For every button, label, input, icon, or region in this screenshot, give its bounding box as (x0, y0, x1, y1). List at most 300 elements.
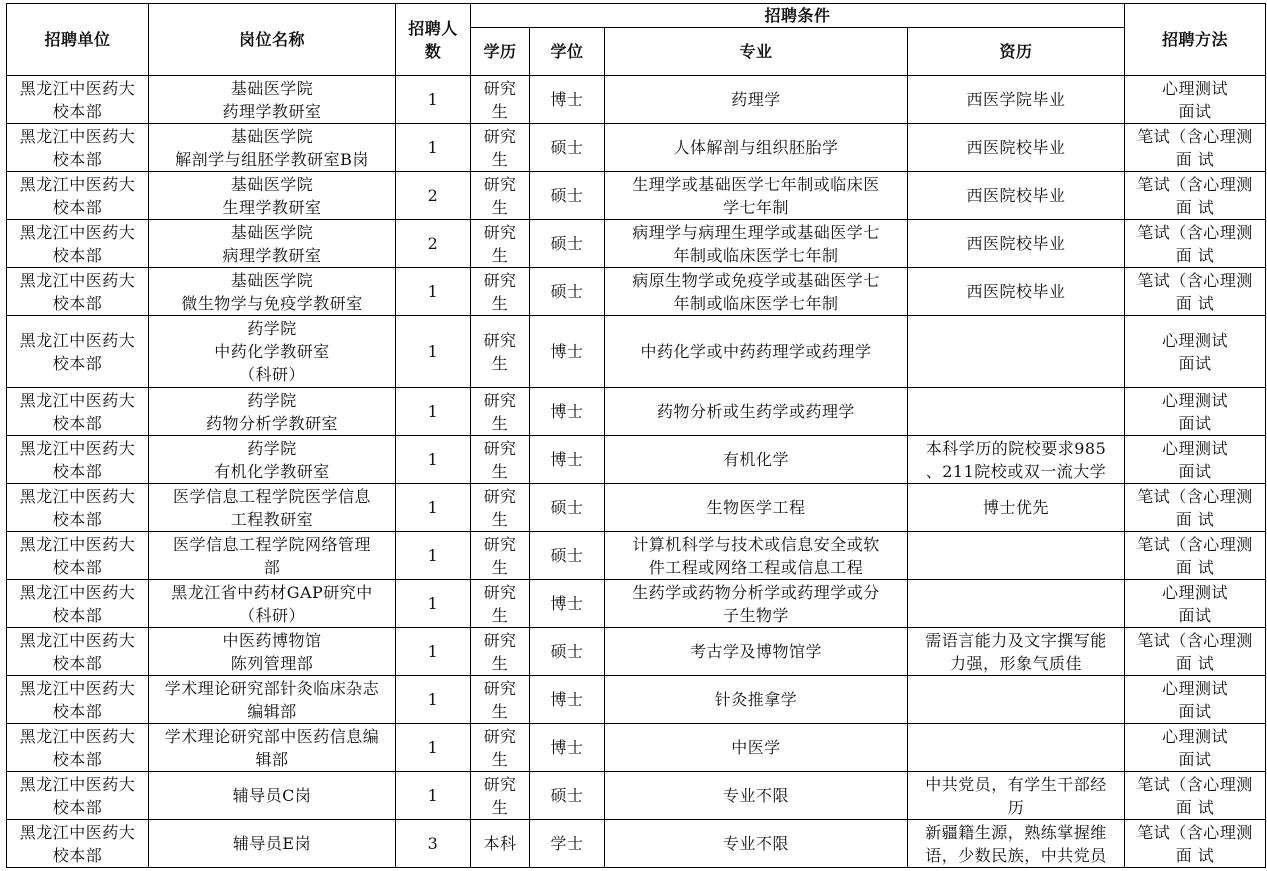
education-cell-line1: 研究 (483, 126, 517, 146)
degree-cell-line1: 硕士 (550, 786, 584, 805)
count-cell (396, 484, 471, 532)
method-cell-line1: 心理测试 (1161, 330, 1228, 350)
qualification-cell (908, 484, 1125, 532)
qualification-cell-line1: 西医学院毕业 (966, 90, 1066, 109)
unit-cell-line2: 校本部 (52, 845, 103, 865)
unit-cell-line1: 黑龙江中医药大 (19, 390, 136, 410)
method-cell-line2: 面试 (1178, 701, 1212, 721)
count-cell-line1: 1 (427, 402, 439, 421)
education-cell (471, 76, 530, 124)
position-cell-line1: 药学院 (247, 319, 297, 338)
major-cell-line1: 药理学 (731, 90, 781, 109)
major-cell-line1: 中药化学或中药药理学或药理学 (640, 342, 872, 361)
education-cell-line2: 生 (491, 413, 509, 433)
qualification-cell-line1: 中共党员，有学生干部经 (925, 774, 1107, 794)
method-cell-line1: 笔试（含心理测 (1137, 222, 1253, 242)
header-method: 招聘方法 (1125, 4, 1266, 76)
education-cell-line2: 生 (491, 461, 509, 481)
position-cell-line1: 基础医学院 (230, 270, 314, 290)
unit-cell (7, 772, 149, 820)
table-row (7, 388, 1266, 436)
degree-cell (530, 76, 605, 124)
unit-cell-line2: 校本部 (52, 413, 103, 433)
education-cell (471, 316, 530, 388)
position-cell (149, 268, 396, 316)
table-row (7, 268, 1266, 316)
position-cell-line1: 中医药博物馆 (222, 630, 322, 650)
position-cell-line1: 学术理论研究部中医药信息编 (164, 726, 380, 746)
major-cell (605, 532, 908, 580)
method-cell-line2: 面 试 (1175, 197, 1215, 217)
qualification-cell (908, 580, 1125, 628)
unit-cell (7, 316, 149, 388)
header-conditions: 招聘条件 (471, 4, 1125, 28)
count-cell (396, 820, 471, 868)
education-cell-line1: 研究 (483, 774, 517, 794)
header-count-line2: 数 (424, 41, 442, 61)
qualification-cell-line1: 需语言能力及文字撰写能 (925, 630, 1107, 650)
degree-cell (530, 484, 605, 532)
unit-cell-line1: 黑龙江中医药大 (19, 582, 136, 602)
education-cell-line1: 研究 (483, 486, 517, 506)
method-cell-line2: 面试 (1178, 101, 1212, 121)
count-cell (396, 676, 471, 724)
count-cell-line1: 1 (427, 546, 439, 565)
table-row (7, 484, 1266, 532)
degree-cell (530, 436, 605, 484)
count-cell (396, 580, 471, 628)
position-cell-line2: 辑部 (255, 749, 289, 769)
table-row (7, 628, 1266, 676)
unit-cell-line1: 黑龙江中医药大 (19, 774, 136, 794)
degree-cell-line1: 硕士 (550, 642, 584, 661)
count-cell-line1: 1 (427, 282, 439, 301)
unit-cell-line1: 黑龙江中医药大 (19, 486, 136, 506)
major-cell-line2: 年制或临床医学七年制 (673, 293, 839, 313)
method-cell-line1: 笔试（含心理测 (1137, 174, 1253, 194)
education-cell (471, 436, 530, 484)
position-cell-line1: 基础医学院 (230, 126, 314, 146)
position-cell-line2: 编辑部 (247, 701, 297, 721)
unit-cell (7, 124, 149, 172)
count-cell (396, 316, 471, 388)
major-cell-line1: 生物医学工程 (706, 498, 806, 517)
education-cell-line2: 生 (491, 509, 509, 529)
method-cell (1125, 316, 1266, 388)
position-cell (149, 172, 396, 220)
major-cell-line2: 年制或临床医学七年制 (673, 245, 839, 265)
count-cell-line1: 1 (427, 498, 439, 517)
education-cell (471, 172, 530, 220)
method-cell (1125, 388, 1266, 436)
table-row (7, 772, 1266, 820)
unit-cell-line2: 校本部 (52, 293, 103, 313)
table-row (7, 820, 1266, 868)
degree-cell-line1: 硕士 (550, 282, 584, 301)
major-cell (605, 316, 908, 388)
method-cell (1125, 724, 1266, 772)
method-cell (1125, 628, 1266, 676)
degree-cell-line1: 硕士 (550, 138, 584, 157)
education-cell-line1: 研究 (483, 630, 517, 650)
method-cell-line2: 面试 (1178, 413, 1212, 433)
qualification-cell-line1: 新疆籍生源，熟练掌握维 (925, 822, 1107, 842)
qualification-cell-line2: 、211院校或双一流大学 (925, 461, 1107, 481)
position-cell-line1: 药学院 (247, 438, 297, 458)
method-cell-line1: 心理测试 (1161, 78, 1228, 98)
degree-cell (530, 316, 605, 388)
position-cell (149, 628, 396, 676)
education-cell-line2: 生 (491, 557, 509, 577)
method-cell-line2: 面 试 (1175, 653, 1215, 673)
qualification-cell-line2: 语，少数民族，中共党员 (925, 845, 1107, 865)
count-cell (396, 772, 471, 820)
position-cell (149, 772, 396, 820)
major-cell (605, 724, 908, 772)
method-cell-line1: 笔试（含心理测 (1137, 822, 1253, 842)
method-cell (1125, 268, 1266, 316)
unit-cell (7, 532, 149, 580)
position-cell-line1: 辅导员C岗 (232, 786, 312, 805)
unit-cell-line1: 黑龙江中医药大 (19, 78, 136, 98)
method-cell-line2: 面试 (1178, 353, 1212, 373)
method-cell-line2: 面 试 (1175, 149, 1215, 169)
count-cell-line1: 1 (427, 738, 439, 757)
education-cell-line1: 研究 (483, 222, 517, 242)
count-cell (396, 124, 471, 172)
education-cell-line2: 生 (491, 293, 509, 313)
unit-cell-line1: 黑龙江中医药大 (19, 630, 136, 650)
degree-cell (530, 268, 605, 316)
count-cell-line1: 1 (427, 138, 439, 157)
position-cell (149, 820, 396, 868)
major-cell-line1: 人体解剖与组织胚胎学 (673, 138, 839, 157)
count-cell (396, 76, 471, 124)
major-cell-line1: 生药学或药物分析学或药理学或分 (632, 582, 880, 602)
position-cell (149, 220, 396, 268)
method-cell (1125, 772, 1266, 820)
degree-cell (530, 580, 605, 628)
education-cell-line1: 研究 (483, 534, 517, 554)
method-cell-line2: 面 试 (1175, 245, 1215, 265)
major-cell (605, 628, 908, 676)
unit-cell-line1: 黑龙江中医药大 (19, 822, 136, 842)
unit-cell-line2: 校本部 (52, 509, 103, 529)
position-cell (149, 676, 396, 724)
unit-cell-line1: 黑龙江中医药大 (19, 126, 136, 146)
qualification-cell (908, 316, 1125, 388)
method-cell (1125, 676, 1266, 724)
education-cell-line2: 生 (491, 653, 509, 673)
qualification-cell (908, 388, 1125, 436)
position-cell-line1: 基础医学院 (230, 78, 314, 98)
header-qualification: 资历 (908, 28, 1125, 76)
position-cell-line2: 中药化学教研室 (214, 342, 330, 361)
count-cell (396, 268, 471, 316)
method-cell (1125, 580, 1266, 628)
degree-cell-line1: 博士 (550, 342, 584, 361)
degree-cell (530, 172, 605, 220)
position-cell (149, 124, 396, 172)
education-cell (471, 676, 530, 724)
method-cell-line2: 面 试 (1175, 557, 1215, 577)
education-cell (471, 268, 530, 316)
major-cell-line1: 专业不限 (722, 834, 789, 853)
unit-cell (7, 172, 149, 220)
table-row (7, 532, 1266, 580)
method-cell-line1: 笔试（含心理测 (1137, 774, 1253, 794)
method-cell (1125, 220, 1266, 268)
qualification-cell-line1: 西医院校毕业 (966, 186, 1066, 205)
position-cell-line1: 黑龙江省中药材GAP研究中 (171, 582, 373, 602)
unit-cell (7, 220, 149, 268)
method-cell-line1: 心理测试 (1161, 438, 1228, 458)
count-cell (396, 172, 471, 220)
unit-cell-line2: 校本部 (52, 149, 103, 169)
method-cell (1125, 532, 1266, 580)
degree-cell (530, 388, 605, 436)
qualification-cell (908, 724, 1125, 772)
unit-cell-line2: 校本部 (52, 245, 103, 265)
position-cell (149, 724, 396, 772)
qualification-cell (908, 220, 1125, 268)
unit-cell-line1: 黑龙江中医药大 (19, 678, 136, 698)
count-cell-line1: 1 (427, 450, 439, 469)
position-cell-line2: 有机化学教研室 (214, 461, 330, 481)
qualification-cell (908, 676, 1125, 724)
degree-cell-line1: 学士 (550, 834, 584, 853)
education-cell-line1: 研究 (483, 78, 517, 98)
qualification-cell-line1: 本科学历的院校要求985 (925, 438, 1107, 458)
major-cell (605, 76, 908, 124)
method-cell (1125, 172, 1266, 220)
education-cell (471, 532, 530, 580)
position-cell-line1: 药学院 (247, 390, 297, 410)
qualification-cell (908, 436, 1125, 484)
education-cell (471, 484, 530, 532)
education-cell-line2: 生 (491, 101, 509, 121)
count-cell (396, 388, 471, 436)
method-cell-line2: 面试 (1178, 461, 1212, 481)
position-cell-line2: 工程教研室 (230, 509, 314, 529)
major-cell-line1: 专业不限 (722, 786, 789, 805)
major-cell-line1: 有机化学 (722, 450, 789, 469)
degree-cell (530, 532, 605, 580)
qualification-cell (908, 172, 1125, 220)
header-position: 岗位名称 (149, 4, 396, 76)
method-cell-line1: 心理测试 (1161, 582, 1228, 602)
header-degree: 学位 (530, 28, 605, 76)
table-row (7, 220, 1266, 268)
education-cell (471, 388, 530, 436)
major-cell (605, 676, 908, 724)
degree-cell-line1: 博士 (550, 738, 584, 757)
count-cell-line1: 1 (427, 342, 439, 361)
position-cell-line2: 病理学教研室 (222, 245, 322, 265)
qualification-cell (908, 820, 1125, 868)
major-cell-line2: 学七年制 (722, 197, 789, 217)
position-cell-line2: 药理学教研室 (222, 101, 322, 121)
position-cell-line1: 辅导员E岗 (232, 834, 312, 853)
education-cell-line1: 研究 (483, 270, 517, 290)
degree-cell-line1: 硕士 (550, 186, 584, 205)
position-cell-line1: 医学信息工程学院医学信息 (172, 486, 371, 506)
table-row (7, 724, 1266, 772)
table-row (7, 76, 1266, 124)
major-cell (605, 172, 908, 220)
recruitment-table (6, 3, 1266, 868)
count-cell (396, 220, 471, 268)
position-cell-line2: 药物分析学教研室 (205, 413, 338, 433)
degree-cell-line1: 博士 (550, 690, 584, 709)
method-cell-line1: 笔试（含心理测 (1137, 126, 1253, 146)
method-cell-line2: 面试 (1178, 605, 1212, 625)
degree-cell-line1: 博士 (550, 450, 584, 469)
count-cell-line1: 3 (427, 834, 439, 853)
header-major: 专业 (605, 28, 908, 76)
position-cell-line2: （科研） (238, 605, 305, 625)
count-cell-line1: 1 (427, 786, 439, 805)
qualification-cell (908, 772, 1125, 820)
unit-cell-line1: 黑龙江中医药大 (19, 726, 136, 746)
position-cell (149, 580, 396, 628)
degree-cell (530, 220, 605, 268)
position-cell (149, 484, 396, 532)
education-cell (471, 772, 530, 820)
count-cell (396, 436, 471, 484)
education-cell-line2: 生 (491, 605, 509, 625)
qualification-cell (908, 268, 1125, 316)
education-cell (471, 724, 530, 772)
qualification-cell (908, 628, 1125, 676)
method-cell-line1: 心理测试 (1161, 390, 1228, 410)
major-cell (605, 436, 908, 484)
count-cell (396, 724, 471, 772)
unit-cell-line2: 校本部 (52, 653, 103, 673)
table-row (7, 580, 1266, 628)
major-cell (605, 484, 908, 532)
header-count-line1: 招聘人 (408, 18, 458, 38)
degree-cell (530, 628, 605, 676)
method-cell (1125, 820, 1266, 868)
qualification-cell (908, 76, 1125, 124)
method-cell-line1: 笔试（含心理测 (1137, 630, 1253, 650)
qualification-cell (908, 532, 1125, 580)
major-cell (605, 580, 908, 628)
education-cell (471, 580, 530, 628)
unit-cell (7, 436, 149, 484)
major-cell-line1: 药物分析或生药学或药理学 (656, 402, 855, 421)
count-cell-line1: 1 (427, 690, 439, 709)
qualification-cell-line1: 西医院校毕业 (966, 234, 1066, 253)
education-cell-line2: 生 (491, 245, 509, 265)
degree-cell (530, 772, 605, 820)
position-cell-line2: 解剖学与组胚学教研室B岗 (175, 149, 369, 169)
unit-cell-line2: 校本部 (52, 101, 103, 121)
unit-cell (7, 484, 149, 532)
unit-cell-line2: 校本部 (52, 797, 103, 817)
table-row (7, 124, 1266, 172)
unit-cell (7, 388, 149, 436)
education-cell (471, 820, 530, 868)
count-cell-line1: 1 (427, 642, 439, 661)
position-cell-line1: 基础医学院 (230, 174, 314, 194)
education-cell-line2: 生 (491, 353, 509, 373)
method-cell (1125, 76, 1266, 124)
major-cell-line1: 计算机科学与技术或信息安全或软 (632, 534, 880, 554)
method-cell-line2: 面 试 (1175, 845, 1215, 865)
unit-cell-line2: 校本部 (52, 749, 103, 769)
degree-cell-line1: 博士 (550, 402, 584, 421)
unit-cell-line2: 校本部 (52, 197, 103, 217)
qualification-cell-line1: 博士优先 (982, 498, 1049, 517)
education-cell-line2: 生 (491, 797, 509, 817)
position-cell (149, 316, 396, 388)
education-cell-line2: 生 (491, 197, 509, 217)
major-cell-line1: 针灸推拿学 (714, 690, 798, 709)
count-cell-line1: 1 (427, 90, 439, 109)
major-cell-line1: 考古学及博物馆学 (689, 642, 822, 661)
unit-cell-line2: 校本部 (52, 461, 103, 481)
position-cell (149, 532, 396, 580)
unit-cell-line2: 校本部 (52, 353, 103, 373)
table-row (7, 316, 1266, 388)
major-cell-line1: 病理学与病理生理学或基础医学七 (632, 222, 880, 242)
degree-cell (530, 820, 605, 868)
education-cell-line1: 研究 (483, 438, 517, 458)
position-cell-line2: 部 (263, 557, 281, 577)
count-cell-line1: 2 (427, 186, 439, 205)
degree-cell-line1: 硕士 (550, 498, 584, 517)
table-row (7, 436, 1266, 484)
major-cell (605, 124, 908, 172)
method-cell-line2: 面 试 (1175, 797, 1215, 817)
unit-cell-line1: 黑龙江中医药大 (19, 438, 136, 458)
count-cell (396, 532, 471, 580)
unit-cell-line1: 黑龙江中医药大 (19, 270, 136, 290)
header-count (396, 4, 471, 76)
unit-cell-line2: 校本部 (52, 605, 103, 625)
education-cell-line2: 生 (491, 749, 509, 769)
education-cell (471, 220, 530, 268)
unit-cell-line1: 黑龙江中医药大 (19, 330, 136, 350)
unit-cell (7, 628, 149, 676)
major-cell (605, 388, 908, 436)
unit-cell (7, 724, 149, 772)
major-cell-line1: 病原生物学或免疫学或基础医学七 (632, 270, 880, 290)
education-cell-line2: 生 (491, 149, 509, 169)
position-cell-line1: 学术理论研究部针灸临床杂志 (164, 678, 380, 698)
method-cell-line1: 笔试（含心理测 (1137, 534, 1253, 554)
position-cell-line2: 微生物学与免疫学教研室 (181, 293, 363, 313)
position-cell-line1: 医学信息工程学院网络管理 (172, 534, 371, 554)
major-cell-line2: 件工程或网络工程或信息工程 (648, 557, 864, 577)
education-cell (471, 628, 530, 676)
position-cell (149, 436, 396, 484)
header-row-1 (7, 4, 1266, 28)
major-cell-line2: 子生物学 (722, 605, 789, 625)
method-cell-line1: 心理测试 (1161, 678, 1228, 698)
unit-cell (7, 76, 149, 124)
major-cell-line1: 生理学或基础医学七年制或临床医 (632, 174, 880, 194)
method-cell-line1: 心理测试 (1161, 726, 1228, 746)
unit-cell (7, 268, 149, 316)
education-cell (471, 124, 530, 172)
degree-cell-line1: 硕士 (550, 546, 584, 565)
education-cell-line1: 本科 (483, 834, 517, 853)
method-cell (1125, 124, 1266, 172)
unit-cell (7, 820, 149, 868)
